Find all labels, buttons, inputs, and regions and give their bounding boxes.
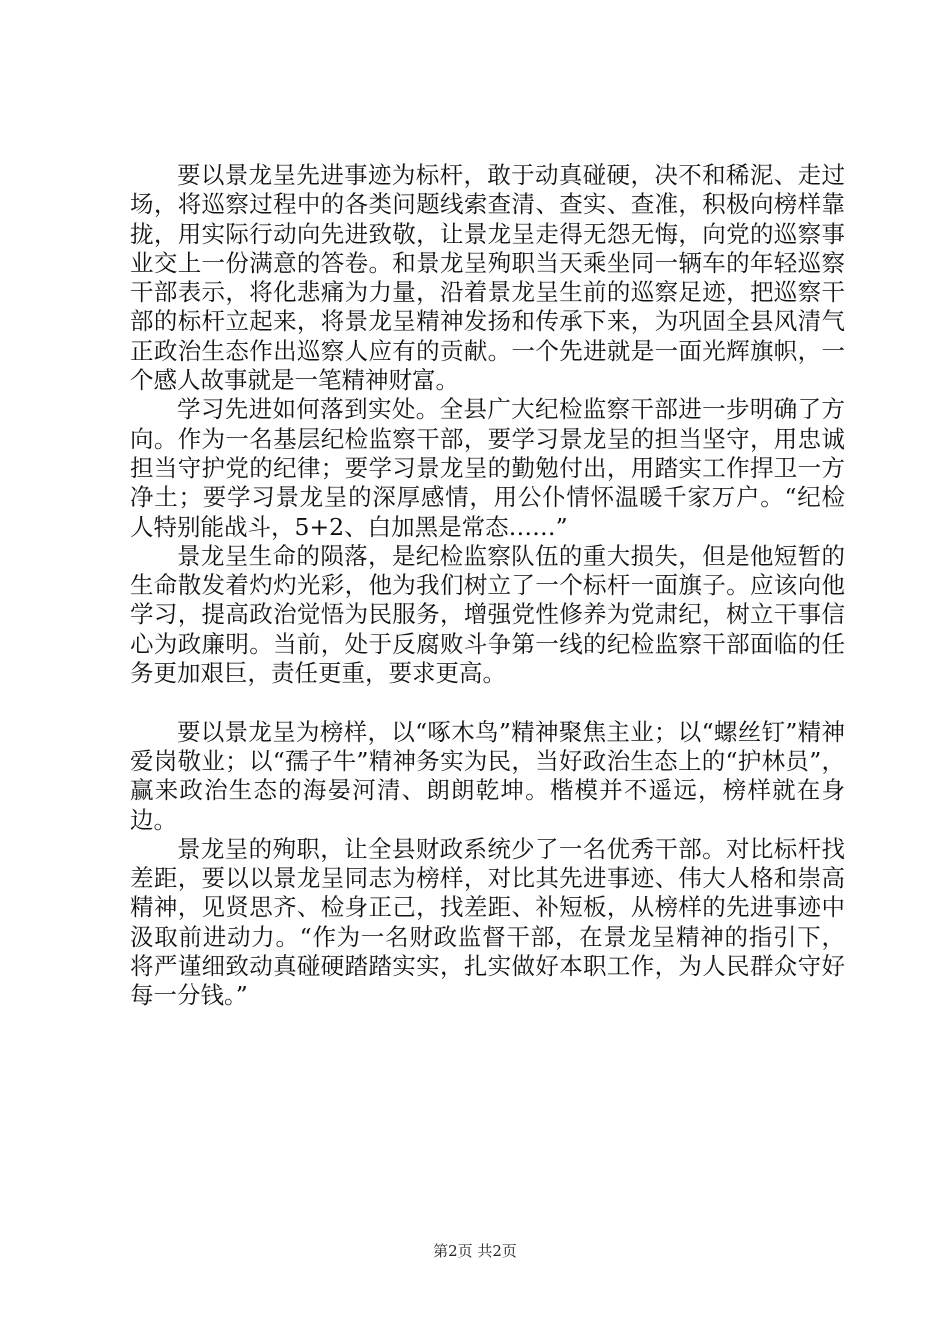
- paragraph: 景龙呈的殉职，让全县财政系统少了一名优秀干部。对比标杆找差距，要以以景龙呈同志为榜样，对比其先进事迹、伟大人格和崇高精神，见贤思齐、检身正己，找差距、补短板，从榜样的先进事迹中汲取前进动力。“作为一名财政监督干部，在景龙呈精神的指引下，将严谨细致动真碰硬踏踏实实，扎实做好本职工作，为人民群众守好每一分钱。”: [130, 834, 845, 1010]
- paragraph: 要以景龙呈先进事迹为标杆，敢于动真碰硬，决不和稀泥、走过场，将巡察过程中的各类问题线索查清、查实、查准，积极向榜样靠拢，用实际行动向先进致敬，让景龙呈走得无怨无悔，向党的巡察事业交上一份满意的答卷。和景龙呈殉职当天乘坐同一辆车的年轻巡察干部表示，将化悲痛为力量，沿着景龙呈生前的巡察足迹，把巡察干部的标杆立起来，将景龙呈精神发扬和传承下来，为巩固全县风清气正政治生态作出巡察人应有的贡献。一个先进就是一面光辉旗帜，一个感人故事就是一笔精神财富。: [130, 161, 845, 395]
- paragraph-spacer: [130, 688, 845, 717]
- document-body: [130, 161, 845, 1011]
- paragraph: 学习先进如何落到实处。全县广大纪检监察干部进一步明确了方向。作为一名基层纪检监察干部，要学习景龙呈的担当坚守，用忠诚担当守护党的纪律；要学习景龙呈的勤勉付出，用踏实工作捍卫一方净土；要学习景龙呈的深厚感情，用公仆情怀温暖千家万户。“纪检人特别能战斗，5+2、白加黑是常态……”: [130, 395, 845, 541]
- paragraph: 要以景龙呈为榜样，以“啄木鸟”精神聚焦主业；以“螺丝钉”精神爱岗敬业；以“孺子牛”精神务实为民，当好政治生态上的“护林员”，赢来政治生态的海晏河清、朗朗乾坤。楷模并不遥远，榜样就在身边。: [130, 717, 845, 834]
- paragraph: 景龙呈生命的陨落，是纪检监察队伍的重大损失，但是他短暂的生命散发着灼灼光彩，他为我们树立了一个标杆一面旗子。应该向他学习，提高政治觉悟为民服务，增强党性修养为党肃纪，树立干事信心为政廉明。当前，处于反腐败斗争第一线的纪检监察干部面临的任务更加艰巨，责任更重，要求更高。: [130, 541, 845, 688]
- page-number-footer: 第2页 共2页: [433, 1242, 517, 1260]
